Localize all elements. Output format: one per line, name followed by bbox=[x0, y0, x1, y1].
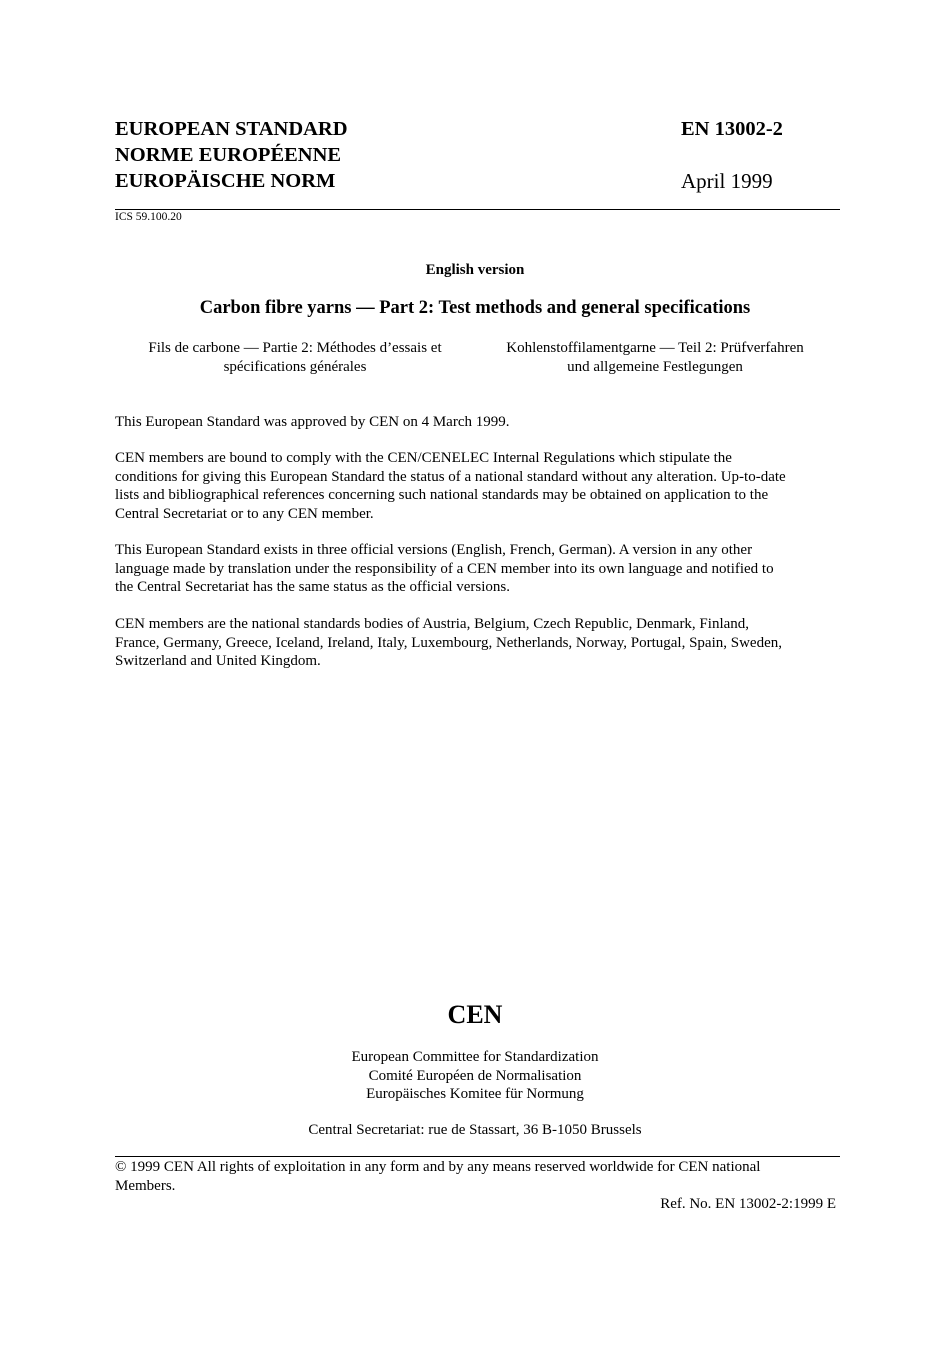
paragraph-line: CEN members are bound to comply with the CEN/CENELEC Internal Regulations which stipulate the bbox=[115, 450, 732, 466]
german-title-line: Kohlenstoffilamentgarne — Teil 2: Prüfverfahren bbox=[506, 340, 804, 356]
paragraph-line: lists and bibliographical references concerning such national standards may be obtained on application to the bbox=[115, 487, 769, 503]
copyright-notice bbox=[115, 1158, 840, 1195]
secretariat-address: Central Secretariat: rue de Stassart, 36 B-1050 Brussels bbox=[308, 1122, 642, 1138]
cen-name-line: European Committee for Standardization bbox=[351, 1049, 599, 1065]
french-title bbox=[120, 339, 470, 376]
paragraph-line: This European Standard exists in three official versions (English, French, German). A version in any other bbox=[115, 542, 753, 558]
german-title-line: und allgemeine Festlegungen bbox=[567, 358, 743, 375]
paragraph-line: This European Standard was approved by CEN on 4 March 1999. bbox=[115, 414, 510, 430]
copyright-line: Members. bbox=[115, 1177, 176, 1194]
standard-title-de: EUROPÄISCHE NORM bbox=[115, 170, 336, 192]
compliance-paragraph bbox=[115, 449, 840, 523]
approval-paragraph bbox=[115, 413, 840, 432]
paragraph-line: language made by translation under the responsibility of a CEN member into its own language and notified to bbox=[115, 560, 774, 577]
header-rule bbox=[115, 209, 840, 210]
copyright-line: © 1999 CEN All rights of exploitation in any form and by any means reserved worldwide for CEN national bbox=[115, 1159, 761, 1175]
footer-rule bbox=[115, 1156, 840, 1157]
standard-number: EN 13002-2 bbox=[681, 118, 783, 140]
cen-logo: CEN bbox=[447, 1000, 503, 1029]
main-title: Carbon fibre yarns — Part 2: Test methods and general specifications bbox=[199, 298, 751, 318]
version-label: English version bbox=[425, 262, 525, 278]
members-paragraph bbox=[115, 615, 840, 671]
french-title-line: spécifications générales bbox=[223, 358, 367, 375]
standard-title-en: EUROPEAN STANDARD bbox=[115, 118, 348, 140]
paragraph-line: conditions for giving this European Standard the status of a national standard without any alteration. Up-to-date bbox=[115, 468, 786, 485]
cen-name-line: Comité Européen de Normalisation bbox=[368, 1067, 582, 1084]
german-title bbox=[480, 339, 830, 376]
versions-paragraph bbox=[115, 541, 840, 597]
paragraph-line: Switzerland and United Kingdom. bbox=[115, 653, 321, 669]
standard-date: April 1999 bbox=[681, 169, 773, 193]
cen-name-line: Europäisches Komitee für Normung bbox=[366, 1086, 584, 1102]
ics-code: ICS 59.100.20 bbox=[115, 211, 182, 223]
cen-names bbox=[0, 1048, 950, 1104]
reference-number: Ref. No. EN 13002-2:1999 E bbox=[660, 1196, 836, 1212]
paragraph-line: Central Secretariat or to any CEN member. bbox=[115, 505, 374, 522]
french-title-line: Fils de carbone — Partie 2: Méthodes d’essais et bbox=[148, 340, 442, 356]
paragraph-line: CEN members are the national standards bodies of Austria, Belgium, Czech Republic, Denmark, Finland, bbox=[115, 616, 750, 632]
paragraph-line: France, Germany, Greece, Iceland, Ireland, Italy, Luxembourg, Netherlands, Norway, Portugal, Spain, Sweden, bbox=[115, 634, 782, 651]
standard-title-fr: NORME EUROPÉENNE bbox=[115, 144, 342, 166]
paragraph-line: the Central Secretariat has the same status as the official versions. bbox=[115, 579, 511, 595]
